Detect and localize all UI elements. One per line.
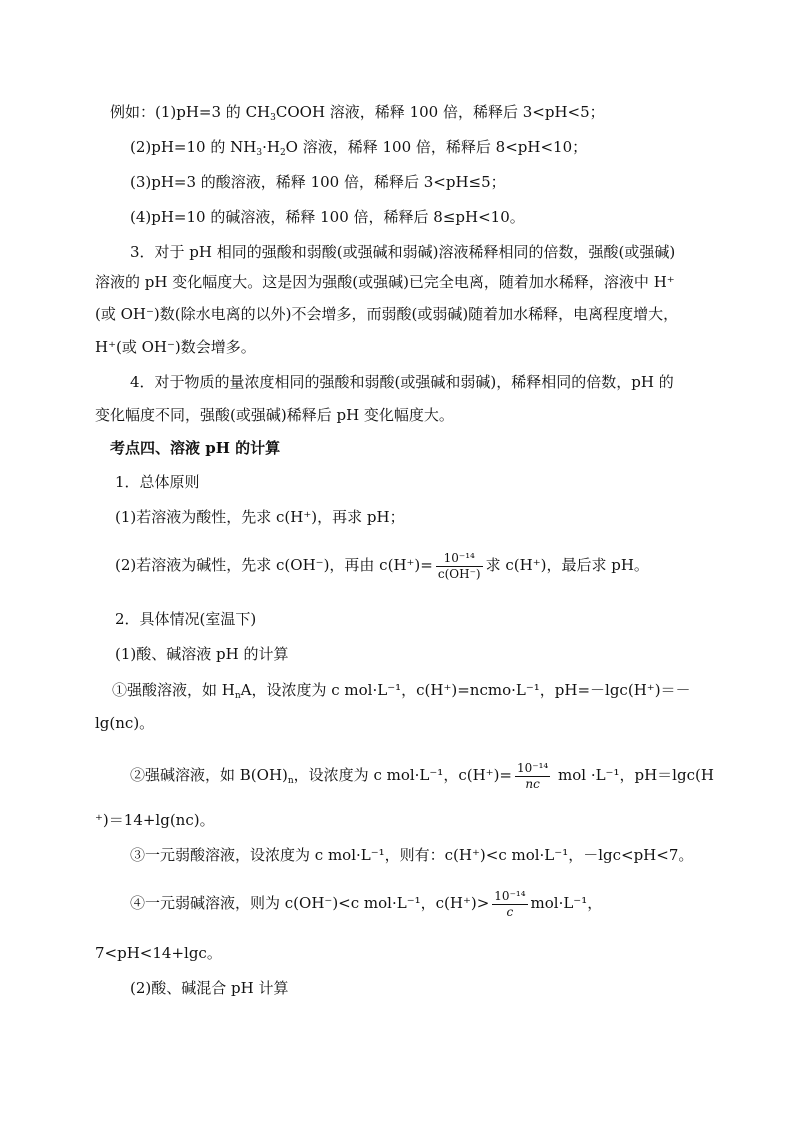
fraction-kw-over-c: $\frac{\text{10⁻¹⁴}}{c}$ xyxy=(494,888,526,919)
subsection-2-1-title: (1)酸、碱溶液 pH 的计算 xyxy=(115,645,289,663)
weak-acid-line: ③一元弱酸溶液，设浓度为 c mol·L⁻¹，则有：c(H⁺)<c mol·L⁻¹，－lgc<pH<7。 xyxy=(130,846,694,864)
paragraph-4-line-2: 变化幅度不同，强酸(或强碱)稀释后 pH 变化幅度大。 xyxy=(95,406,454,424)
example-line-2: (2)pH=10 的 $NH_3\cdot H_2O$ 溶液，稀释 100 倍，稀释后 8<pH<10； xyxy=(130,138,588,158)
paragraph-3-line-4: H⁺(或 OH⁻)数会增多。 xyxy=(95,338,256,356)
subsection-1-title: 1．总体原则 xyxy=(115,473,200,491)
example-line-1: 例如：(1)pH=3 的 $CH_3COOH$ 溶液，稀释 100 倍，稀释后 3<pH<5； xyxy=(110,103,605,123)
paragraph-4-line-1: 4．对于物质的量浓度相同的强酸和弱酸(或强碱和弱碱)，稀释相同的倍数，pH 的 xyxy=(130,373,674,391)
fraction-kw-over-coh: $\frac{\text{10⁻¹⁴}}{c(OH^-)}$ xyxy=(437,550,481,581)
paragraph-3-line-1: 3．对于 pH 相同的强酸和弱酸(或强碱和弱碱)溶液稀释相同的倍数，强酸(或强碱) xyxy=(130,243,676,261)
weak-base-line-1: ④一元弱碱溶液，则为 c(OH⁻)<c mol·L⁻¹，c(H⁺)> $\frac{\text{10⁻¹⁴}}{c}$ mol·L⁻¹， xyxy=(130,888,603,919)
strong-acid-line-2: lg(nc)。 xyxy=(95,714,155,732)
paragraph-3-line-2: 溶液的 pH 变化幅度大。这是因为强酸(或强碱)已完全电离，随着加水稀释，溶液中 H⁺ xyxy=(95,273,675,291)
section-heading: 考点四、溶液 pH 的计算 xyxy=(110,439,281,457)
fraction-kw-over-nc: $\frac{\text{10⁻¹⁴}}{nc}$ xyxy=(517,760,549,791)
weak-base-line-2: 7<pH<14+lgc。 xyxy=(95,944,222,962)
strong-base-line-1: ②强碱溶液，如 $B(OH)_n$，设浓度为 c mol·L⁻¹，c(H⁺)= $\frac{\text{10⁻¹⁴}}{nc}$ mol ·L⁻¹，pH＝lgc(H xyxy=(130,760,714,791)
subsection-2-title: 2．具体情况(室温下) xyxy=(115,610,257,628)
example-line-3: (3)pH=3 的酸溶液，稀释 100 倍，稀释后 3<pH≤5； xyxy=(130,173,506,191)
strong-base-line-2: ⁺)＝14+lg(nc)。 xyxy=(95,811,215,829)
paragraph-3-line-3: (或 OH⁻)数(除水电离的以外)不会增多，而弱酸(或弱碱)随着加水稀释，电离程度增大， xyxy=(95,305,679,323)
example-line-4: (4)pH=10 的碱溶液，稀释 100 倍，稀释后 8≤pH<10。 xyxy=(130,208,525,226)
subsection-2-2-title: (2)酸、碱混合 pH 计算 xyxy=(130,979,289,997)
rule-2: (2)若溶液为碱性，先求 c(OH⁻)，再由 c(H⁺)= $\frac{\text{10⁻¹⁴}}{c(OH^-)}$ 求 c(H⁺)，最后求 pH。 xyxy=(115,550,649,581)
strong-acid-line-1: ①强酸溶液，如 $H_nA$，设浓度为 c mol·L⁻¹，c(H⁺)=ncmo·L⁻¹，pH=－lgc(H⁺)＝－ xyxy=(112,681,691,701)
rule-1: (1)若溶液为酸性，先求 c(H⁺)，再求 pH； xyxy=(115,508,405,526)
